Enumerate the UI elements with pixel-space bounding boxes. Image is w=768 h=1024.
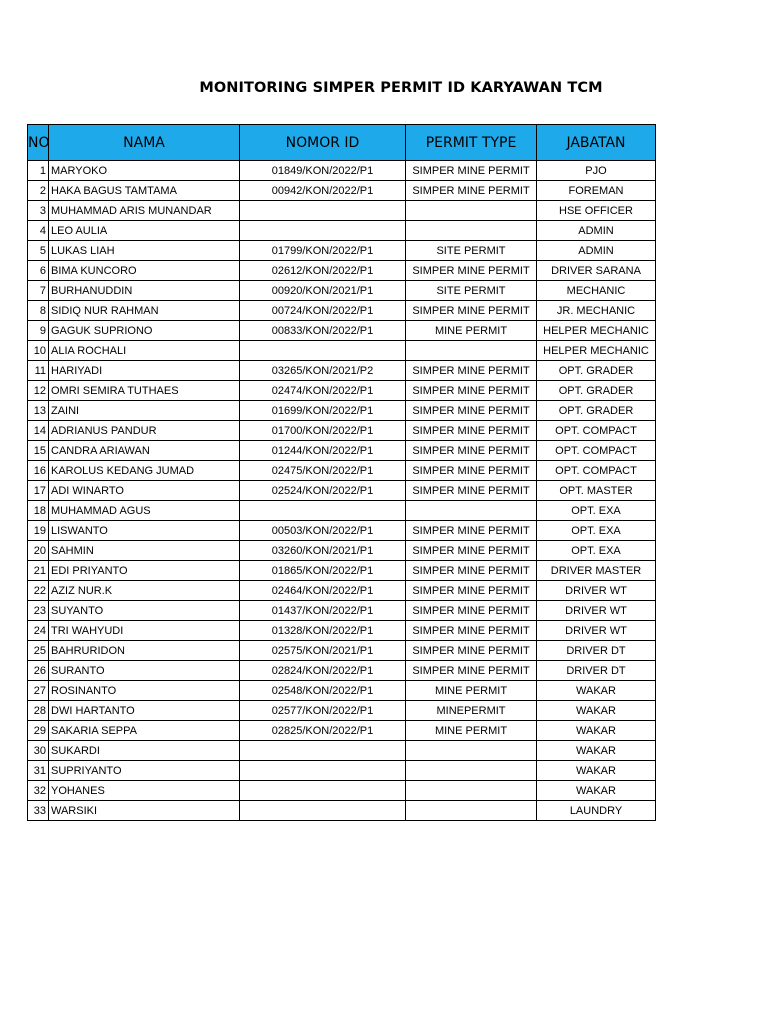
cell-nama: ADRIANUS PANDUR (49, 421, 240, 441)
cell-permit-type: MINEPERMIT (406, 701, 537, 721)
cell-nomor-id: 01865/KON/2022/P1 (240, 561, 406, 581)
cell-nama: ZAINI (49, 401, 240, 421)
cell-no: 14 (28, 421, 49, 441)
cell-permit-type: MINE PERMIT (406, 321, 537, 341)
cell-nomor-id: 01699/KON/2022/P1 (240, 401, 406, 421)
cell-no: 7 (28, 281, 49, 301)
cell-nomor-id: 02824/KON/2022/P1 (240, 661, 406, 681)
cell-nama: GAGUK SUPRIONO (49, 321, 240, 341)
table-row (28, 281, 656, 301)
cell-nomor-id (240, 501, 406, 521)
header-permit-type: PERMIT TYPE (406, 125, 537, 161)
cell-nomor-id: 00920/KON/2021/P1 (240, 281, 406, 301)
cell-permit-type: SIMPER MINE PERMIT (406, 661, 537, 681)
cell-nama: ROSINANTO (49, 681, 240, 701)
cell-permit-type: SIMPER MINE PERMIT (406, 541, 537, 561)
cell-nama: SIDIQ NUR RAHMAN (49, 301, 240, 321)
cell-jabatan: PJO (537, 161, 656, 181)
cell-permit-type: SIMPER MINE PERMIT (406, 381, 537, 401)
cell-nomor-id (240, 221, 406, 241)
table-row (28, 361, 656, 381)
cell-no: 22 (28, 581, 49, 601)
table-row (28, 621, 656, 641)
cell-nama: ADI WINARTO (49, 481, 240, 501)
table-row (28, 261, 656, 281)
cell-nomor-id: 00942/KON/2022/P1 (240, 181, 406, 201)
cell-nama: LEO AULIA (49, 221, 240, 241)
cell-nomor-id: 02524/KON/2022/P1 (240, 481, 406, 501)
cell-jabatan: FOREMAN (537, 181, 656, 201)
cell-no: 9 (28, 321, 49, 341)
permit-table (27, 124, 656, 821)
cell-jabatan: OPT. EXA (537, 501, 656, 521)
cell-nomor-id: 02825/KON/2022/P1 (240, 721, 406, 741)
cell-nama: SAKARIA SEPPA (49, 721, 240, 741)
cell-permit-type (406, 781, 537, 801)
cell-no: 12 (28, 381, 49, 401)
cell-jabatan: HSE OFFICER (537, 201, 656, 221)
table-row (28, 701, 656, 721)
table-row (28, 341, 656, 361)
cell-no: 19 (28, 521, 49, 541)
table-header (28, 125, 656, 161)
cell-jabatan: WAKAR (537, 781, 656, 801)
cell-nama: TRI WAHYUDI (49, 621, 240, 641)
cell-permit-type (406, 341, 537, 361)
table-row (28, 761, 656, 781)
cell-nomor-id: 01799/KON/2022/P1 (240, 241, 406, 261)
cell-permit-type (406, 201, 537, 221)
cell-permit-type: SIMPER MINE PERMIT (406, 461, 537, 481)
cell-permit-type: MINE PERMIT (406, 721, 537, 741)
table-row (28, 661, 656, 681)
cell-nomor-id: 01328/KON/2022/P1 (240, 621, 406, 641)
table-row (28, 381, 656, 401)
table-row (28, 741, 656, 761)
cell-nama: EDI PRIYANTO (49, 561, 240, 581)
header-nama: NAMA (49, 125, 240, 161)
cell-permit-type (406, 501, 537, 521)
cell-nomor-id (240, 781, 406, 801)
cell-no: 17 (28, 481, 49, 501)
cell-jabatan: ADMIN (537, 241, 656, 261)
cell-jabatan: OPT. GRADER (537, 361, 656, 381)
cell-jabatan: DRIVER DT (537, 661, 656, 681)
cell-nomor-id: 02475/KON/2022/P1 (240, 461, 406, 481)
cell-no: 26 (28, 661, 49, 681)
cell-no: 25 (28, 641, 49, 661)
cell-no: 30 (28, 741, 49, 761)
cell-jabatan: OPT. MASTER (537, 481, 656, 501)
cell-jabatan: JR. MECHANIC (537, 301, 656, 321)
cell-jabatan: HELPER MECHANIC (537, 321, 656, 341)
cell-jabatan: WAKAR (537, 721, 656, 741)
cell-nama: SUYANTO (49, 601, 240, 621)
cell-jabatan: OPT. GRADER (537, 381, 656, 401)
table-row (28, 441, 656, 461)
cell-no: 29 (28, 721, 49, 741)
cell-nama: WARSIKI (49, 801, 240, 821)
cell-nomor-id (240, 761, 406, 781)
cell-jabatan: HELPER MECHANIC (537, 341, 656, 361)
header-jabatan: JABATAN (537, 125, 656, 161)
cell-permit-type (406, 761, 537, 781)
cell-no: 4 (28, 221, 49, 241)
cell-nama: MARYOKO (49, 161, 240, 181)
cell-permit-type: SIMPER MINE PERMIT (406, 261, 537, 281)
page-title: MONITORING SIMPER PERMIT ID KARYAWAN TCM (199, 80, 603, 96)
cell-jabatan: OPT. COMPACT (537, 461, 656, 481)
cell-no: 2 (28, 181, 49, 201)
cell-jabatan: OPT. EXA (537, 541, 656, 561)
cell-nomor-id: 02575/KON/2021/P1 (240, 641, 406, 661)
cell-nama: SUPRIYANTO (49, 761, 240, 781)
cell-permit-type: SIMPER MINE PERMIT (406, 601, 537, 621)
cell-nomor-id: 01244/KON/2022/P1 (240, 441, 406, 461)
cell-permit-type (406, 221, 537, 241)
cell-nama: DWI HARTANTO (49, 701, 240, 721)
cell-permit-type: SIMPER MINE PERMIT (406, 421, 537, 441)
cell-jabatan: WAKAR (537, 761, 656, 781)
cell-permit-type (406, 801, 537, 821)
cell-permit-type: SIMPER MINE PERMIT (406, 441, 537, 461)
table-row (28, 801, 656, 821)
cell-nomor-id: 00503/KON/2022/P1 (240, 521, 406, 541)
table-row (28, 501, 656, 521)
cell-permit-type: SIMPER MINE PERMIT (406, 561, 537, 581)
cell-nomor-id: 03260/KON/2021/P1 (240, 541, 406, 561)
cell-no: 3 (28, 201, 49, 221)
cell-nomor-id: 02612/KON/2022/P1 (240, 261, 406, 281)
cell-nama: BURHANUDDIN (49, 281, 240, 301)
cell-permit-type: SIMPER MINE PERMIT (406, 161, 537, 181)
cell-permit-type: SIMPER MINE PERMIT (406, 621, 537, 641)
table-row (28, 181, 656, 201)
cell-nama: SURANTO (49, 661, 240, 681)
cell-jabatan: ADMIN (537, 221, 656, 241)
cell-permit-type: SIMPER MINE PERMIT (406, 481, 537, 501)
cell-jabatan: LAUNDRY (537, 801, 656, 821)
cell-jabatan: OPT. COMPACT (537, 421, 656, 441)
cell-no: 21 (28, 561, 49, 581)
cell-no: 23 (28, 601, 49, 621)
cell-no: 24 (28, 621, 49, 641)
cell-nama: MUHAMMAD AGUS (49, 501, 240, 521)
cell-permit-type: SIMPER MINE PERMIT (406, 301, 537, 321)
table-row (28, 241, 656, 261)
cell-permit-type: SIMPER MINE PERMIT (406, 641, 537, 661)
cell-jabatan: DRIVER SARANA (537, 261, 656, 281)
table-row (28, 301, 656, 321)
cell-nomor-id: 01849/KON/2022/P1 (240, 161, 406, 181)
cell-nomor-id (240, 801, 406, 821)
table-row (28, 321, 656, 341)
cell-no: 32 (28, 781, 49, 801)
cell-nama: KAROLUS KEDANG JUMAD (49, 461, 240, 481)
cell-no: 8 (28, 301, 49, 321)
cell-jabatan: DRIVER WT (537, 581, 656, 601)
table-row (28, 781, 656, 801)
table-row (28, 481, 656, 501)
cell-no: 1 (28, 161, 49, 181)
header-no: NO (28, 125, 49, 161)
cell-jabatan: DRIVER WT (537, 621, 656, 641)
cell-nomor-id (240, 201, 406, 221)
cell-nomor-id (240, 341, 406, 361)
cell-no: 27 (28, 681, 49, 701)
cell-jabatan: OPT. GRADER (537, 401, 656, 421)
cell-permit-type: SITE PERMIT (406, 241, 537, 261)
cell-no: 31 (28, 761, 49, 781)
table-row (28, 581, 656, 601)
cell-no: 28 (28, 701, 49, 721)
cell-nama: HARIYADI (49, 361, 240, 381)
cell-no: 15 (28, 441, 49, 461)
cell-permit-type: SIMPER MINE PERMIT (406, 401, 537, 421)
cell-jabatan: WAKAR (537, 741, 656, 761)
cell-nama: HAKA BAGUS TAMTAMA (49, 181, 240, 201)
table-row (28, 421, 656, 441)
table-row (28, 721, 656, 741)
table-row (28, 601, 656, 621)
cell-nomor-id (240, 741, 406, 761)
cell-no: 20 (28, 541, 49, 561)
cell-nomor-id: 02577/KON/2022/P1 (240, 701, 406, 721)
cell-nomor-id: 01700/KON/2022/P1 (240, 421, 406, 441)
table-body (28, 161, 656, 821)
cell-permit-type: SIMPER MINE PERMIT (406, 181, 537, 201)
cell-nama: BIMA KUNCORO (49, 261, 240, 281)
table-row (28, 561, 656, 581)
table-row (28, 641, 656, 661)
cell-nomor-id: 02464/KON/2022/P1 (240, 581, 406, 601)
cell-nama: YOHANES (49, 781, 240, 801)
cell-nomor-id: 02474/KON/2022/P1 (240, 381, 406, 401)
cell-no: 10 (28, 341, 49, 361)
cell-jabatan: MECHANIC (537, 281, 656, 301)
cell-jabatan: WAKAR (537, 681, 656, 701)
table-row (28, 521, 656, 541)
cell-nomor-id: 02548/KON/2022/P1 (240, 681, 406, 701)
table-row (28, 541, 656, 561)
cell-nama: LUKAS LIAH (49, 241, 240, 261)
header-row (28, 125, 656, 161)
cell-jabatan: OPT. EXA (537, 521, 656, 541)
table-row (28, 201, 656, 221)
cell-no: 11 (28, 361, 49, 381)
cell-permit-type: SIMPER MINE PERMIT (406, 521, 537, 541)
cell-nama: AZIZ NUR.K (49, 581, 240, 601)
cell-nomor-id: 00724/KON/2022/P1 (240, 301, 406, 321)
cell-jabatan: OPT. COMPACT (537, 441, 656, 461)
table-row (28, 681, 656, 701)
cell-nama: SUKARDI (49, 741, 240, 761)
table-row (28, 401, 656, 421)
cell-no: 6 (28, 261, 49, 281)
cell-nomor-id: 01437/KON/2022/P1 (240, 601, 406, 621)
cell-nama: CANDRA ARIAWAN (49, 441, 240, 461)
cell-no: 5 (28, 241, 49, 261)
table-row (28, 221, 656, 241)
cell-jabatan: DRIVER MASTER (537, 561, 656, 581)
cell-nomor-id: 00833/KON/2022/P1 (240, 321, 406, 341)
cell-nama: SAHMIN (49, 541, 240, 561)
cell-jabatan: DRIVER WT (537, 601, 656, 621)
table-row (28, 461, 656, 481)
cell-no: 16 (28, 461, 49, 481)
cell-no: 33 (28, 801, 49, 821)
cell-permit-type (406, 741, 537, 761)
cell-jabatan: DRIVER DT (537, 641, 656, 661)
cell-nama: OMRI SEMIRA TUTHAES (49, 381, 240, 401)
cell-nama: MUHAMMAD ARIS MUNANDAR (49, 201, 240, 221)
cell-nama: LISWANTO (49, 521, 240, 541)
table-row (28, 161, 656, 181)
cell-nama: ALIA ROCHALI (49, 341, 240, 361)
cell-jabatan: WAKAR (537, 701, 656, 721)
cell-permit-type: SITE PERMIT (406, 281, 537, 301)
cell-no: 13 (28, 401, 49, 421)
cell-no: 18 (28, 501, 49, 521)
header-nomor-id: NOMOR ID (240, 125, 406, 161)
cell-permit-type: SIMPER MINE PERMIT (406, 581, 537, 601)
cell-permit-type: SIMPER MINE PERMIT (406, 361, 537, 381)
cell-nomor-id: 03265/KON/2021/P2 (240, 361, 406, 381)
cell-permit-type: MINE PERMIT (406, 681, 537, 701)
cell-nama: BAHRURIDON (49, 641, 240, 661)
